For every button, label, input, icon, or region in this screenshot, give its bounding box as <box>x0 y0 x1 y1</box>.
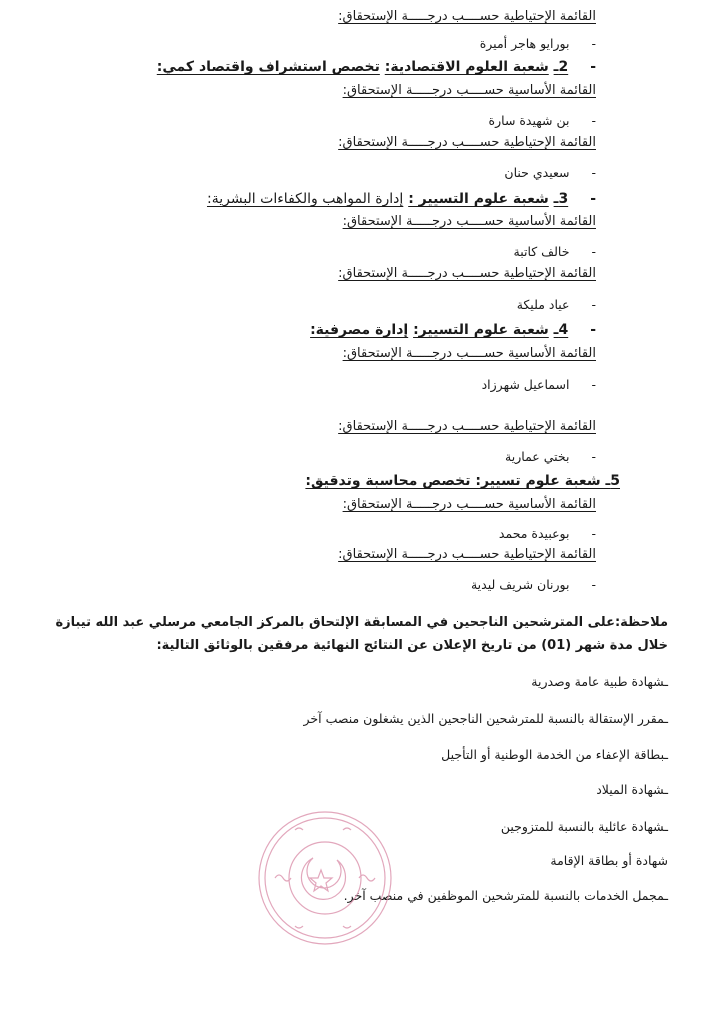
reserve-list-heading: القائمة الإحتياطية حســــب درجـــــة الإستحقاق: <box>338 419 596 434</box>
section-heading <box>157 58 596 76</box>
main-list-heading: القائمة الأساسية حســــب درجـــــة الإستحقاق: <box>342 83 596 98</box>
candidate-name: بختي عمارية <box>505 449 570 464</box>
required-document: ـمجمل الخدمات بالنسبة للمترشحين الموظفين في منصب آخر. <box>343 888 668 903</box>
list-dash: - <box>591 244 596 259</box>
list-dash: - <box>591 526 596 541</box>
required-document: شهادة أو بطاقة الإقامة <box>550 853 668 868</box>
reserve-list-heading: القائمة الإحتياطية حســــب درجـــــة الإستحقاق: <box>338 135 596 150</box>
candidate-item <box>514 243 597 261</box>
section-heading: 5ـ شعبة علوم تسيير: تخصص محاسبة وتدقيق: <box>305 473 620 489</box>
candidate-item <box>499 525 596 543</box>
main-list-heading: القائمة الأساسية حســــب درجـــــة الإستحقاق: <box>342 214 596 229</box>
list-dash: - <box>591 577 596 592</box>
candidate-item <box>482 376 596 394</box>
list-dash: - <box>591 165 596 180</box>
candidate-item <box>517 296 596 314</box>
note-line-1: ملاحظة:على المترشحين الناجحين في المسابقة الإلتحاق بالمركز الجامعي مرسلي عبد الله تيبازة <box>55 615 668 630</box>
section-title: شعبة العلوم الاقتصادية: <box>384 59 549 75</box>
candidate-name: بن شهيدة سارة <box>488 113 570 128</box>
main-list-heading: القائمة الأساسية حســــب درجـــــة الإستحقاق: <box>342 497 596 512</box>
section-heading <box>310 321 596 339</box>
candidate-name: بورايو هاجر أميرة <box>479 36 570 51</box>
required-document: ـمقرر الإستقالة بالنسبة للمترشحين الناجحين الذين يشغلون منصب آخر <box>303 711 668 726</box>
candidate-item <box>471 576 596 594</box>
reserve-list-heading: القائمة الإحتياطية حســــب درجـــــة الإستحقاق: <box>338 547 596 562</box>
section-heading <box>207 190 596 208</box>
candidate-name: عياد مليكة <box>516 297 570 312</box>
candidate-name: خالف كاتبة <box>513 244 570 259</box>
crescent-icon <box>301 858 345 899</box>
list-dash: - <box>591 297 596 312</box>
list-dash: - <box>590 322 596 338</box>
list-dash: - <box>591 113 596 128</box>
list-dash: - <box>590 191 596 207</box>
list-dash: - <box>591 449 596 464</box>
list-dash: - <box>590 59 596 75</box>
candidate-item <box>489 112 596 130</box>
main-list-heading: القائمة الأساسية حســــب درجـــــة الإستحقاق: <box>342 346 596 361</box>
section-title: شعبة علوم التسيير: <box>413 322 549 338</box>
candidate-item <box>480 35 596 53</box>
candidate-name: سعيدي حنان <box>504 165 570 180</box>
candidate-item <box>504 164 596 182</box>
candidate-name: بورنان شريف ليدية <box>470 577 570 592</box>
section-title: شعبة علوم التسيير : <box>408 191 549 207</box>
candidate-item <box>505 448 596 466</box>
section-prefix: 3ـ <box>553 191 569 207</box>
required-document: ـشهادة طبية عامة وصدرية <box>531 674 668 689</box>
section-prefix: 4ـ <box>553 322 569 338</box>
section-prefix: 2ـ <box>553 59 569 75</box>
candidate-name: بوعبيدة محمد <box>498 526 570 541</box>
reserve-list-heading: القائمة الإحتياطية حســــب درجـــــة الإستحقاق: <box>338 9 596 24</box>
list-dash: - <box>591 377 596 392</box>
list-dash: - <box>591 36 596 51</box>
candidate-name: اسماعيل شهرزاد <box>481 377 570 392</box>
reserve-list-heading: القائمة الإحتياطية حســــب درجـــــة الإستحقاق: <box>338 266 596 281</box>
section-specialty: إدارة المواهب والكفاءات البشرية: <box>206 191 404 207</box>
section-specialty: تخصص استشراف واقتصاد كمي: <box>156 59 380 75</box>
required-document: ـشهادة عائلية بالنسبة للمتزوجين <box>500 819 668 834</box>
note-line-2: خلال مدة شهر (01) من تاريخ الإعلان عن النتائج النهائية مرفقين بالوثائق التالية: <box>156 638 668 653</box>
required-document: ـشهادة الميلاد <box>596 782 668 797</box>
section-specialty: إدارة مصرفية: <box>310 322 409 338</box>
official-stamp <box>255 808 395 948</box>
required-document: ـبطاقة الإعفاء من الخدمة الوطنية أو التأجيل <box>441 747 668 762</box>
